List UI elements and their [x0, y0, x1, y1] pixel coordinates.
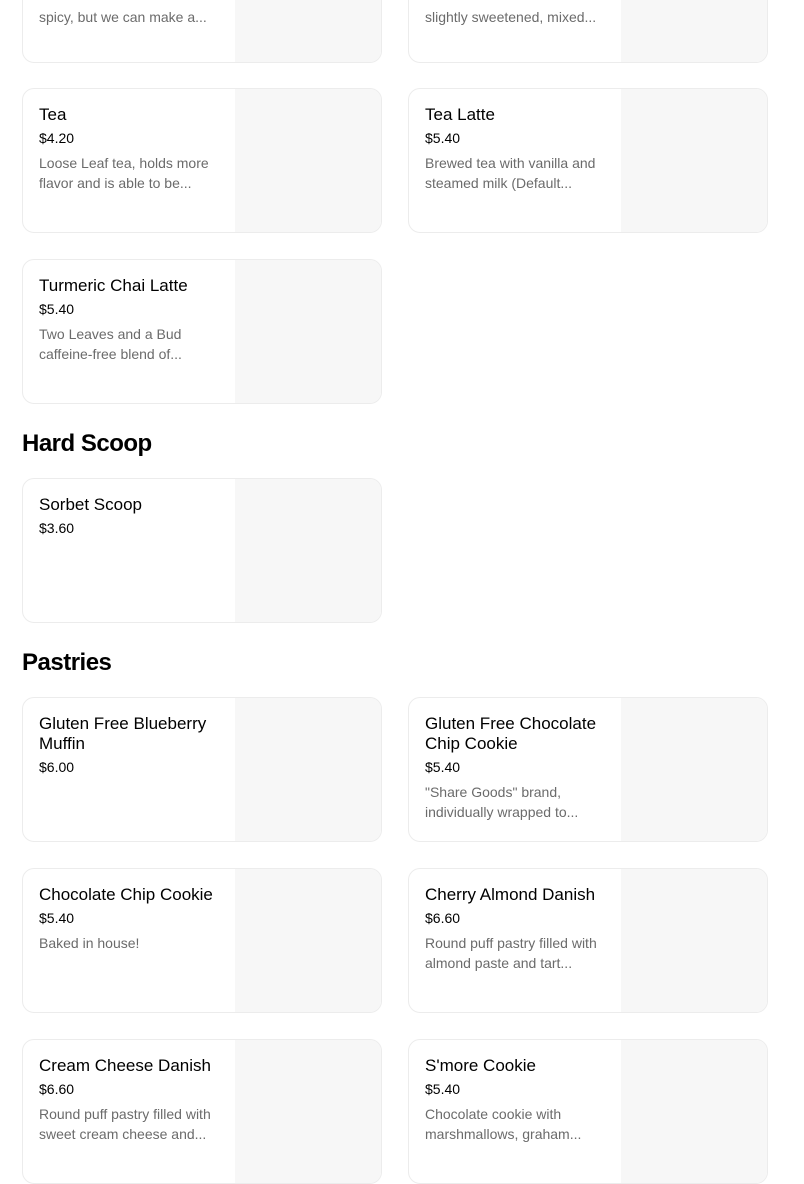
- menu-item-price: $3.60: [39, 520, 75, 536]
- menu-item-price: $5.40: [425, 759, 461, 775]
- menu-item-card[interactable]: [408, 697, 768, 842]
- menu-item-card[interactable]: [408, 868, 768, 1013]
- menu-item-text: [39, 714, 225, 776]
- section-title-hard-scoop: Hard Scoop: [22, 430, 152, 457]
- menu-item-price: $6.60: [39, 1081, 75, 1097]
- menu-item-image: [621, 89, 767, 232]
- menu-item-image: [621, 1040, 767, 1183]
- menu-item-name: Gluten Free Chocolate Chip Cookie: [425, 714, 597, 753]
- menu-item-price: $5.40: [39, 910, 75, 926]
- menu-item-text: [39, 7, 225, 27]
- menu-item-price: $6.60: [425, 910, 461, 926]
- menu-item-price: $5.40: [39, 301, 75, 317]
- menu-item-image: [235, 698, 381, 841]
- menu-item-image: [621, 0, 767, 62]
- menu-item-text: [39, 1056, 225, 1144]
- menu-item-price: $4.20: [39, 130, 75, 146]
- menu-item-image: [235, 1040, 381, 1183]
- menu-item-name: Cherry Almond Danish: [425, 885, 596, 904]
- menu-item-description: slightly sweetened, mixed...: [425, 9, 597, 25]
- menu-item-card[interactable]: [22, 478, 382, 623]
- menu-item-image: [621, 869, 767, 1012]
- menu-item-description: Round puff pastry filled with sweet cream cheese and...: [39, 1106, 211, 1142]
- menu-item-price: $5.40: [425, 130, 461, 146]
- menu-item-text: [39, 495, 225, 537]
- menu-item-image: [235, 89, 381, 232]
- menu-item-text: [425, 885, 611, 973]
- menu-item-text: [39, 105, 225, 193]
- menu-item-name: Tea: [39, 105, 67, 124]
- menu-item-text: [425, 714, 611, 822]
- menu-item-name: Sorbet Scoop: [39, 495, 143, 514]
- menu-item-description: spicy, but we can make a...: [39, 9, 207, 25]
- menu-item-name: Turmeric Chai Latte: [39, 276, 188, 295]
- menu-item-description: Two Leaves and a Bud caffeine-free blend of...: [39, 326, 182, 362]
- menu-item-text: [39, 276, 225, 364]
- menu-item-image: [235, 260, 381, 403]
- menu-item-card[interactable]: [22, 697, 382, 842]
- menu-item-name: Cream Cheese Danish: [39, 1056, 211, 1075]
- menu-item-name: Chocolate Chip Cookie: [39, 885, 213, 904]
- menu-item-card[interactable]: [408, 0, 768, 63]
- menu-item-description: Round puff pastry filled with almond paste and tart...: [425, 935, 597, 971]
- menu-item-image: [235, 479, 381, 622]
- menu-item-price: $6.00: [39, 759, 75, 775]
- menu-item-image: [621, 698, 767, 841]
- menu-item-card[interactable]: [22, 0, 382, 63]
- menu-item-text: [39, 885, 225, 953]
- menu-item-description: Loose Leaf tea, holds more flavor and is able to be...: [39, 155, 209, 191]
- menu-item-card[interactable]: [22, 88, 382, 233]
- menu-item-card[interactable]: [22, 259, 382, 404]
- menu-item-name: Gluten Free Blueberry Muffin: [39, 714, 207, 753]
- menu-item-image: [235, 869, 381, 1012]
- menu-item-description: Brewed tea with vanilla and steamed milk (Default...: [425, 155, 596, 191]
- menu-item-image: [235, 0, 381, 62]
- menu-item-text: [425, 105, 611, 193]
- menu-item-price: $5.40: [425, 1081, 461, 1097]
- menu-item-description: Chocolate cookie with marshmallows, graham...: [425, 1106, 582, 1142]
- menu-item-description: Baked in house!: [39, 935, 140, 951]
- menu-item-text: [425, 7, 611, 27]
- menu-item-card[interactable]: [408, 1039, 768, 1184]
- menu-item-text: [425, 1056, 611, 1144]
- menu-item-description: "Share Goods" brand, individually wrapped to...: [425, 784, 579, 820]
- menu-item-card[interactable]: [22, 1039, 382, 1184]
- menu-item-name: S'more Cookie: [425, 1056, 536, 1075]
- menu-item-card[interactable]: [22, 868, 382, 1013]
- section-title-pastries: Pastries: [22, 649, 112, 676]
- menu-item-card[interactable]: [408, 88, 768, 233]
- menu-item-name: Tea Latte: [425, 105, 495, 124]
